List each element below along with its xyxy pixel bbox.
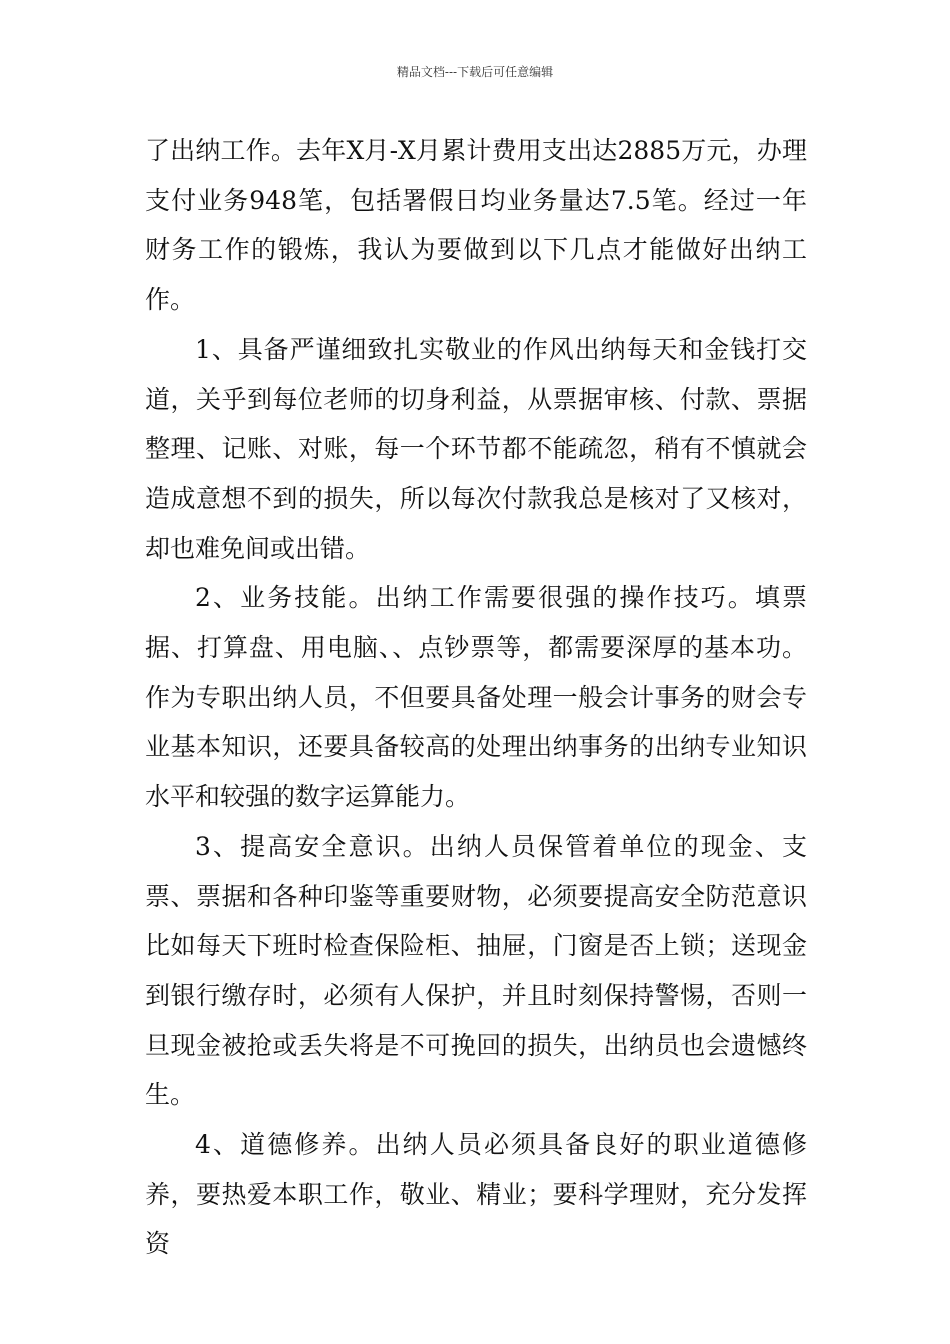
paragraph-point-1: 1、具备严谨细致扎实敬业的作风出纳每天和金钱打交道，关乎到每位老师的切身利益，从票据审核、付款、票据整理、记账、对账，每一个环节都不能疏忽，稍有不慎就会造成意想不到的损失，所以每次付款我总是核对了又核对，却也难免间或出错。	[145, 334, 807, 563]
paragraph-point-4: 4、道德修养。出纳人员必须具备良好的职业道德修养，要热爱本职工作，敬业、精业；要科学理财，充分发挥资	[145, 1130, 807, 1259]
paragraph-point-3: 3、提高安全意识。出纳人员保管着单位的现金、支票、票据和各种印鉴等重要财物，必须要提高安全防范意识比如每天下班时检查保险柜、抽屉，门窗是否上锁；送现金到银行缴存时，必须有人保护，并且时刻保持警惕，否则一旦现金被抢或丢失将是不可挽回的损失，出纳员也会遗憾终生。	[145, 831, 807, 1110]
paragraph-point-2: 2、业务技能。出纳工作需要很强的操作技巧。填票据、打算盘、用电脑、、点钞票等，都需要深厚的基本功。作为专职出纳人员，不但要具备处理一般会计事务的财会专业基本知识，还要具备较高的处理出纳事务的出纳专业知识水平和较强的数字运算能力。	[145, 583, 807, 812]
document-body	[145, 126, 807, 1269]
paragraph-intro: 了出纳工作。去年X月-X月累计费用支出达2885万元，办理支付业务948笔，包括署假日均业务量达7.5笔。经过一年财务工作的锻炼，我认为要做到以下几点才能做好出纳工作。	[145, 136, 807, 315]
page-header: 精品文档---下载后可任意编辑	[396, 65, 554, 79]
